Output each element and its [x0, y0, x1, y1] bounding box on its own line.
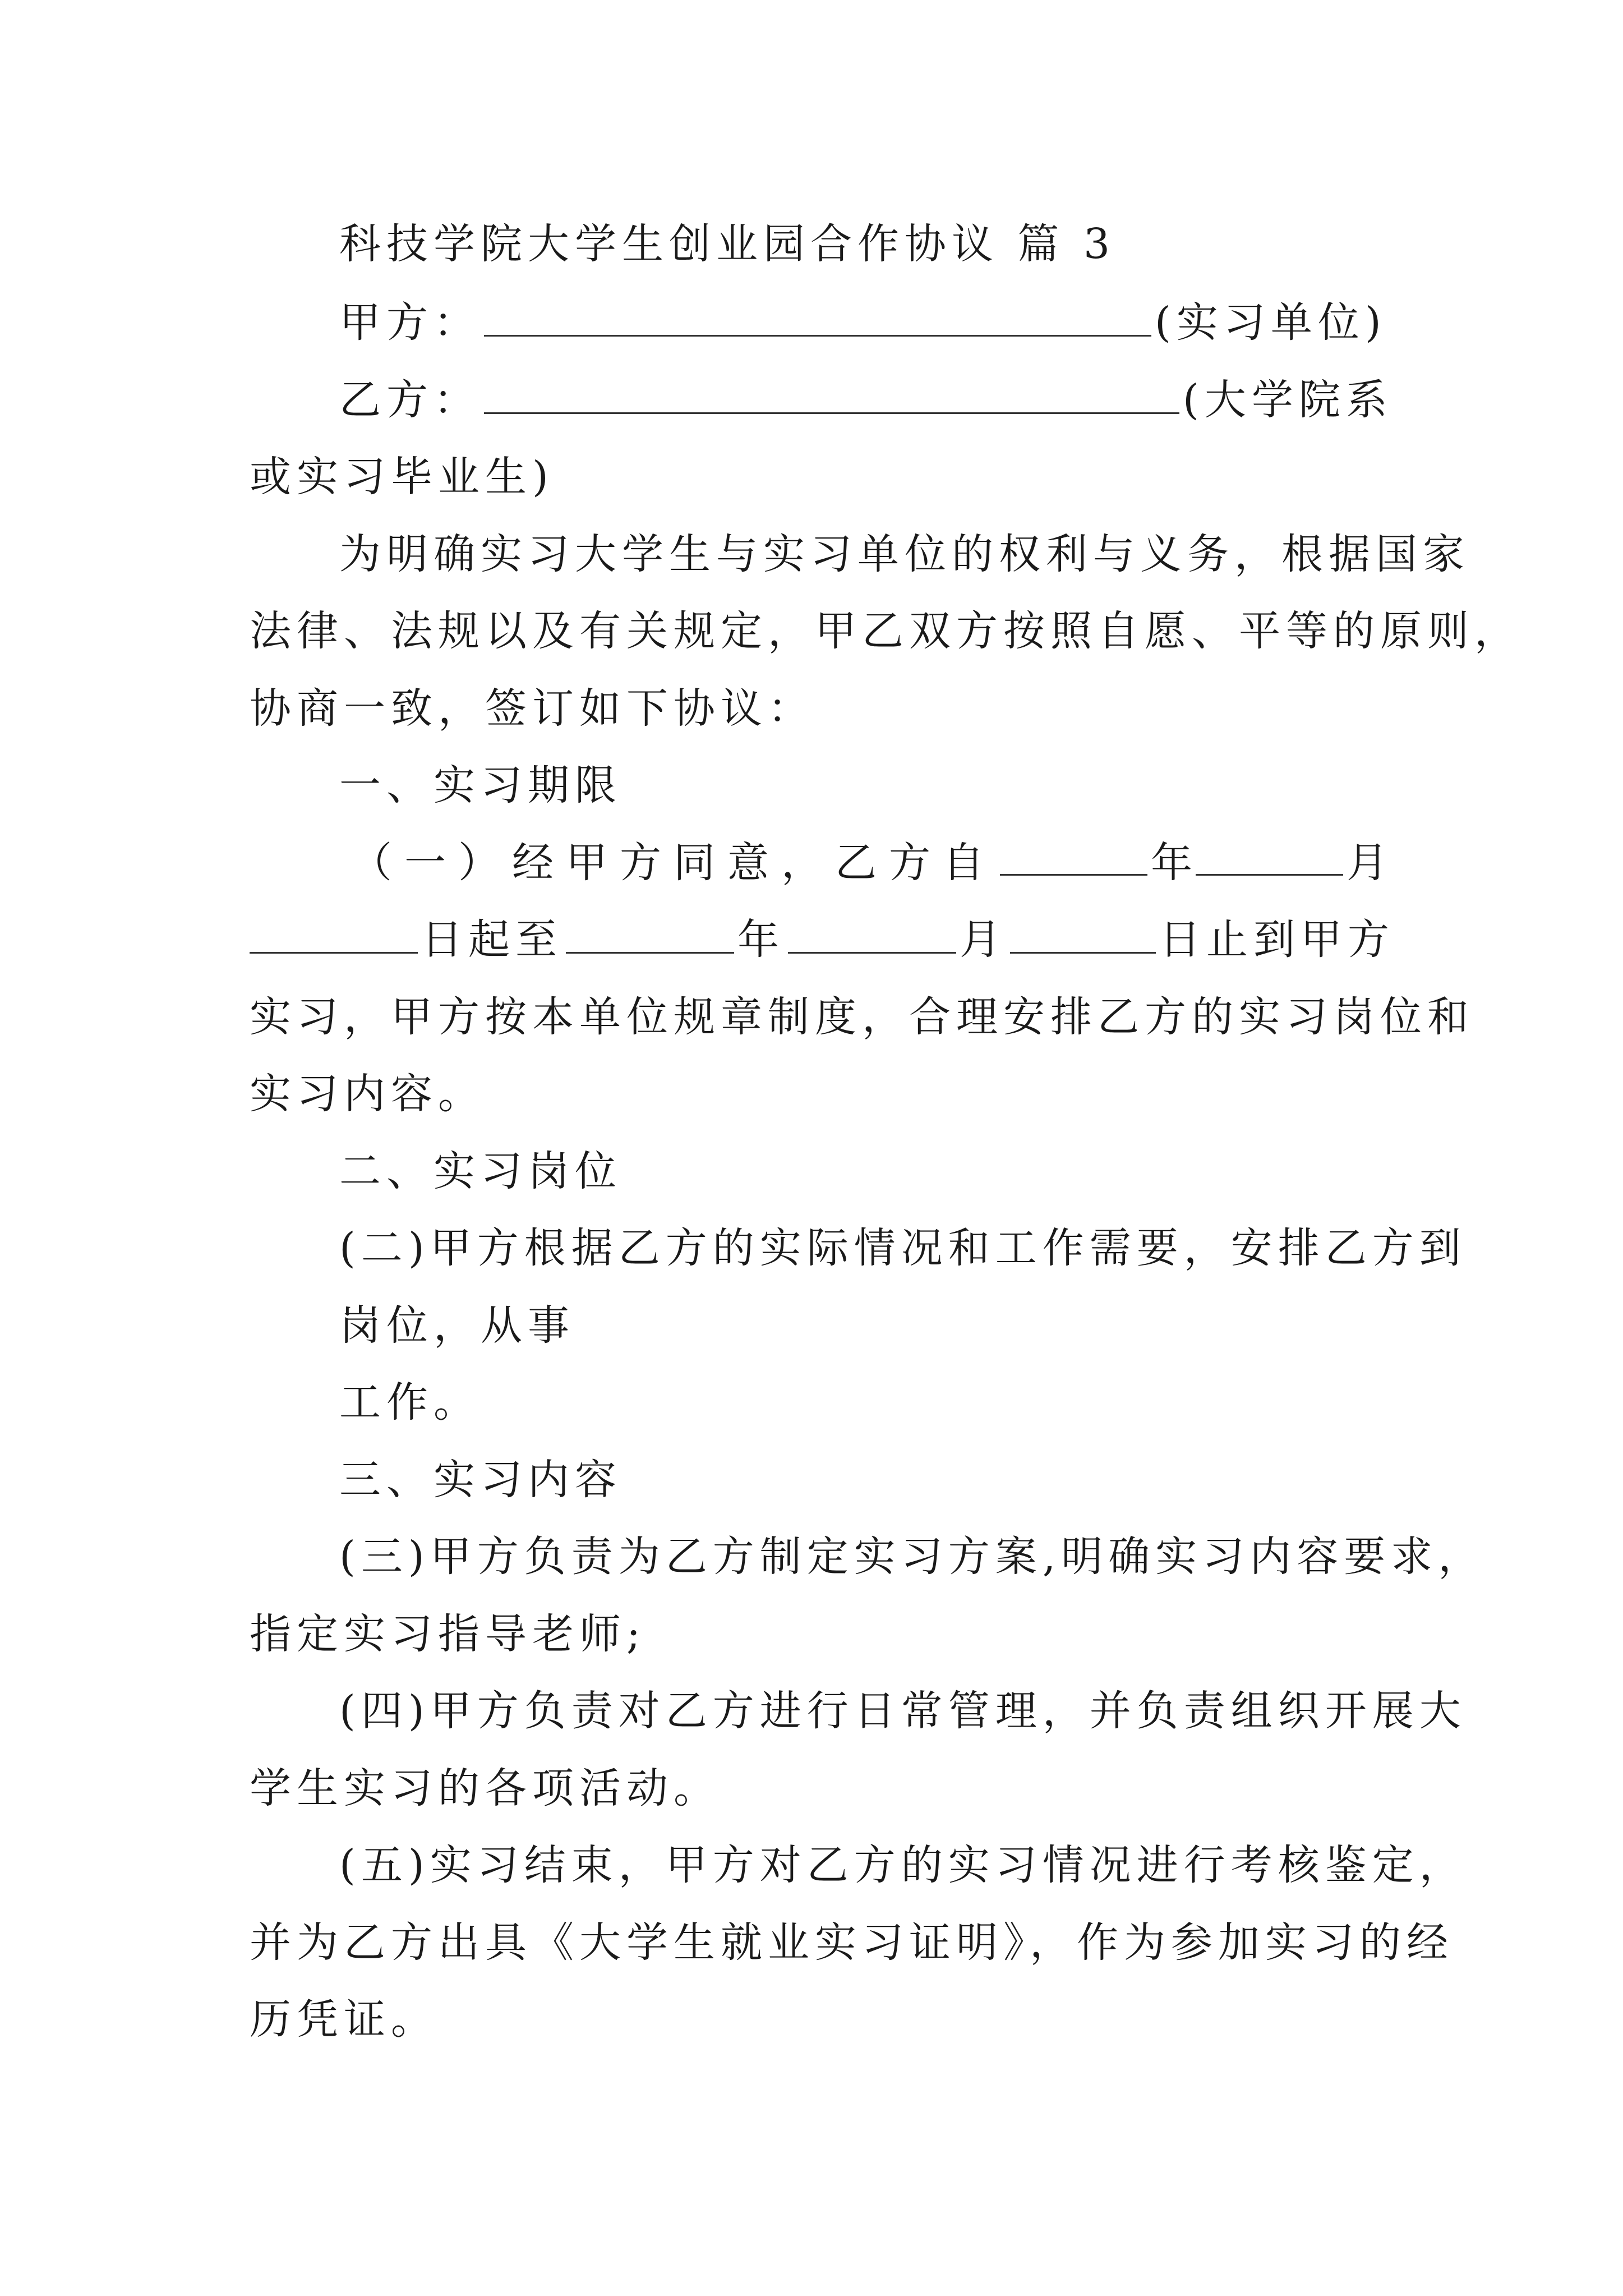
end-year-label: 年: [737, 915, 785, 964]
party-b-label: 乙方：: [339, 376, 481, 424]
section2-line-3: 工作。: [339, 1378, 481, 1427]
section3-item3-line2: 指定实习指导老师;: [250, 1610, 646, 1658]
section2-heading: 二、实习岗位: [339, 1147, 622, 1195]
section1-rest-1: 实习，甲方按本单位规章制度，合理安排乙方的实习岗位和: [250, 993, 1474, 1041]
section3-heading: 三、实习内容: [339, 1456, 622, 1504]
party-b-line: [339, 372, 1393, 428]
start-year-label: 年: [1151, 839, 1192, 887]
section3-item4-line2: 学生实习的各项活动。: [250, 1764, 721, 1812]
start-month-blank[interactable]: [1196, 835, 1343, 876]
start-day-label: 日起至: [421, 915, 562, 964]
section2-line-2: 岗位，从事: [339, 1301, 575, 1350]
section1-rest-2: 实习内容。: [250, 1070, 485, 1118]
section1-item1-line1: [351, 835, 1388, 891]
party-a-label: 甲方：: [339, 298, 481, 347]
section2-line-1: (二)甲方根据乙方的实际情况和工作需要，安排乙方到: [339, 1224, 1467, 1272]
party-b-blank[interactable]: [484, 373, 1179, 414]
intro-line-3: 协商一致，签订如下协议：: [250, 684, 815, 733]
section3-item5-line1: (五)实习结束，甲方对乙方的实习情况进行考核鉴定，: [339, 1841, 1467, 1889]
party-b-suffix-cont: 或实习毕业生): [250, 453, 554, 501]
party-a-line: [339, 295, 1388, 351]
section1-item1-text: （一）经甲方同意，乙方自: [351, 839, 997, 887]
section1-item1-line2: [250, 912, 1395, 968]
party-a-suffix: (实习单位): [1155, 298, 1387, 347]
end-month-label: 月: [960, 915, 1007, 964]
party-b-suffix: (大学院系: [1183, 376, 1393, 424]
end-year-blank[interactable]: [566, 913, 734, 954]
start-year-blank[interactable]: [1000, 835, 1147, 876]
party-a-blank[interactable]: [484, 296, 1151, 337]
intro-line-2: 法律、法规以及有关规定，甲乙双方按照自愿、平等的原则，: [250, 607, 1521, 655]
start-month-label: 月: [1347, 839, 1388, 887]
end-day-label: 日止到甲方: [1159, 915, 1395, 964]
section3-item5-line2: 并为乙方出具《大学生就业实习证明》，作为参加实习的经: [250, 1918, 1454, 1967]
intro-line-1: 为明确实习大学生与实习单位的权利与义务，根据国家: [339, 530, 1470, 578]
section1-heading: 一、实习期限: [339, 761, 622, 809]
section3-item5-line3: 历凭证。: [250, 1995, 438, 2044]
start-day-blank[interactable]: [250, 913, 418, 954]
document-title: 科技学院大学生创业园合作协议 篇 3: [339, 220, 1116, 268]
end-month-blank[interactable]: [788, 913, 956, 954]
section3-item4-line1: (四)甲方负责对乙方进行日常管理，并负责组织开展大: [339, 1687, 1467, 1735]
section3-item3-line1: (三)甲方负责为乙方制定实习方案,明确实习内容要求，: [339, 1533, 1486, 1581]
end-day-blank[interactable]: [1010, 913, 1156, 954]
